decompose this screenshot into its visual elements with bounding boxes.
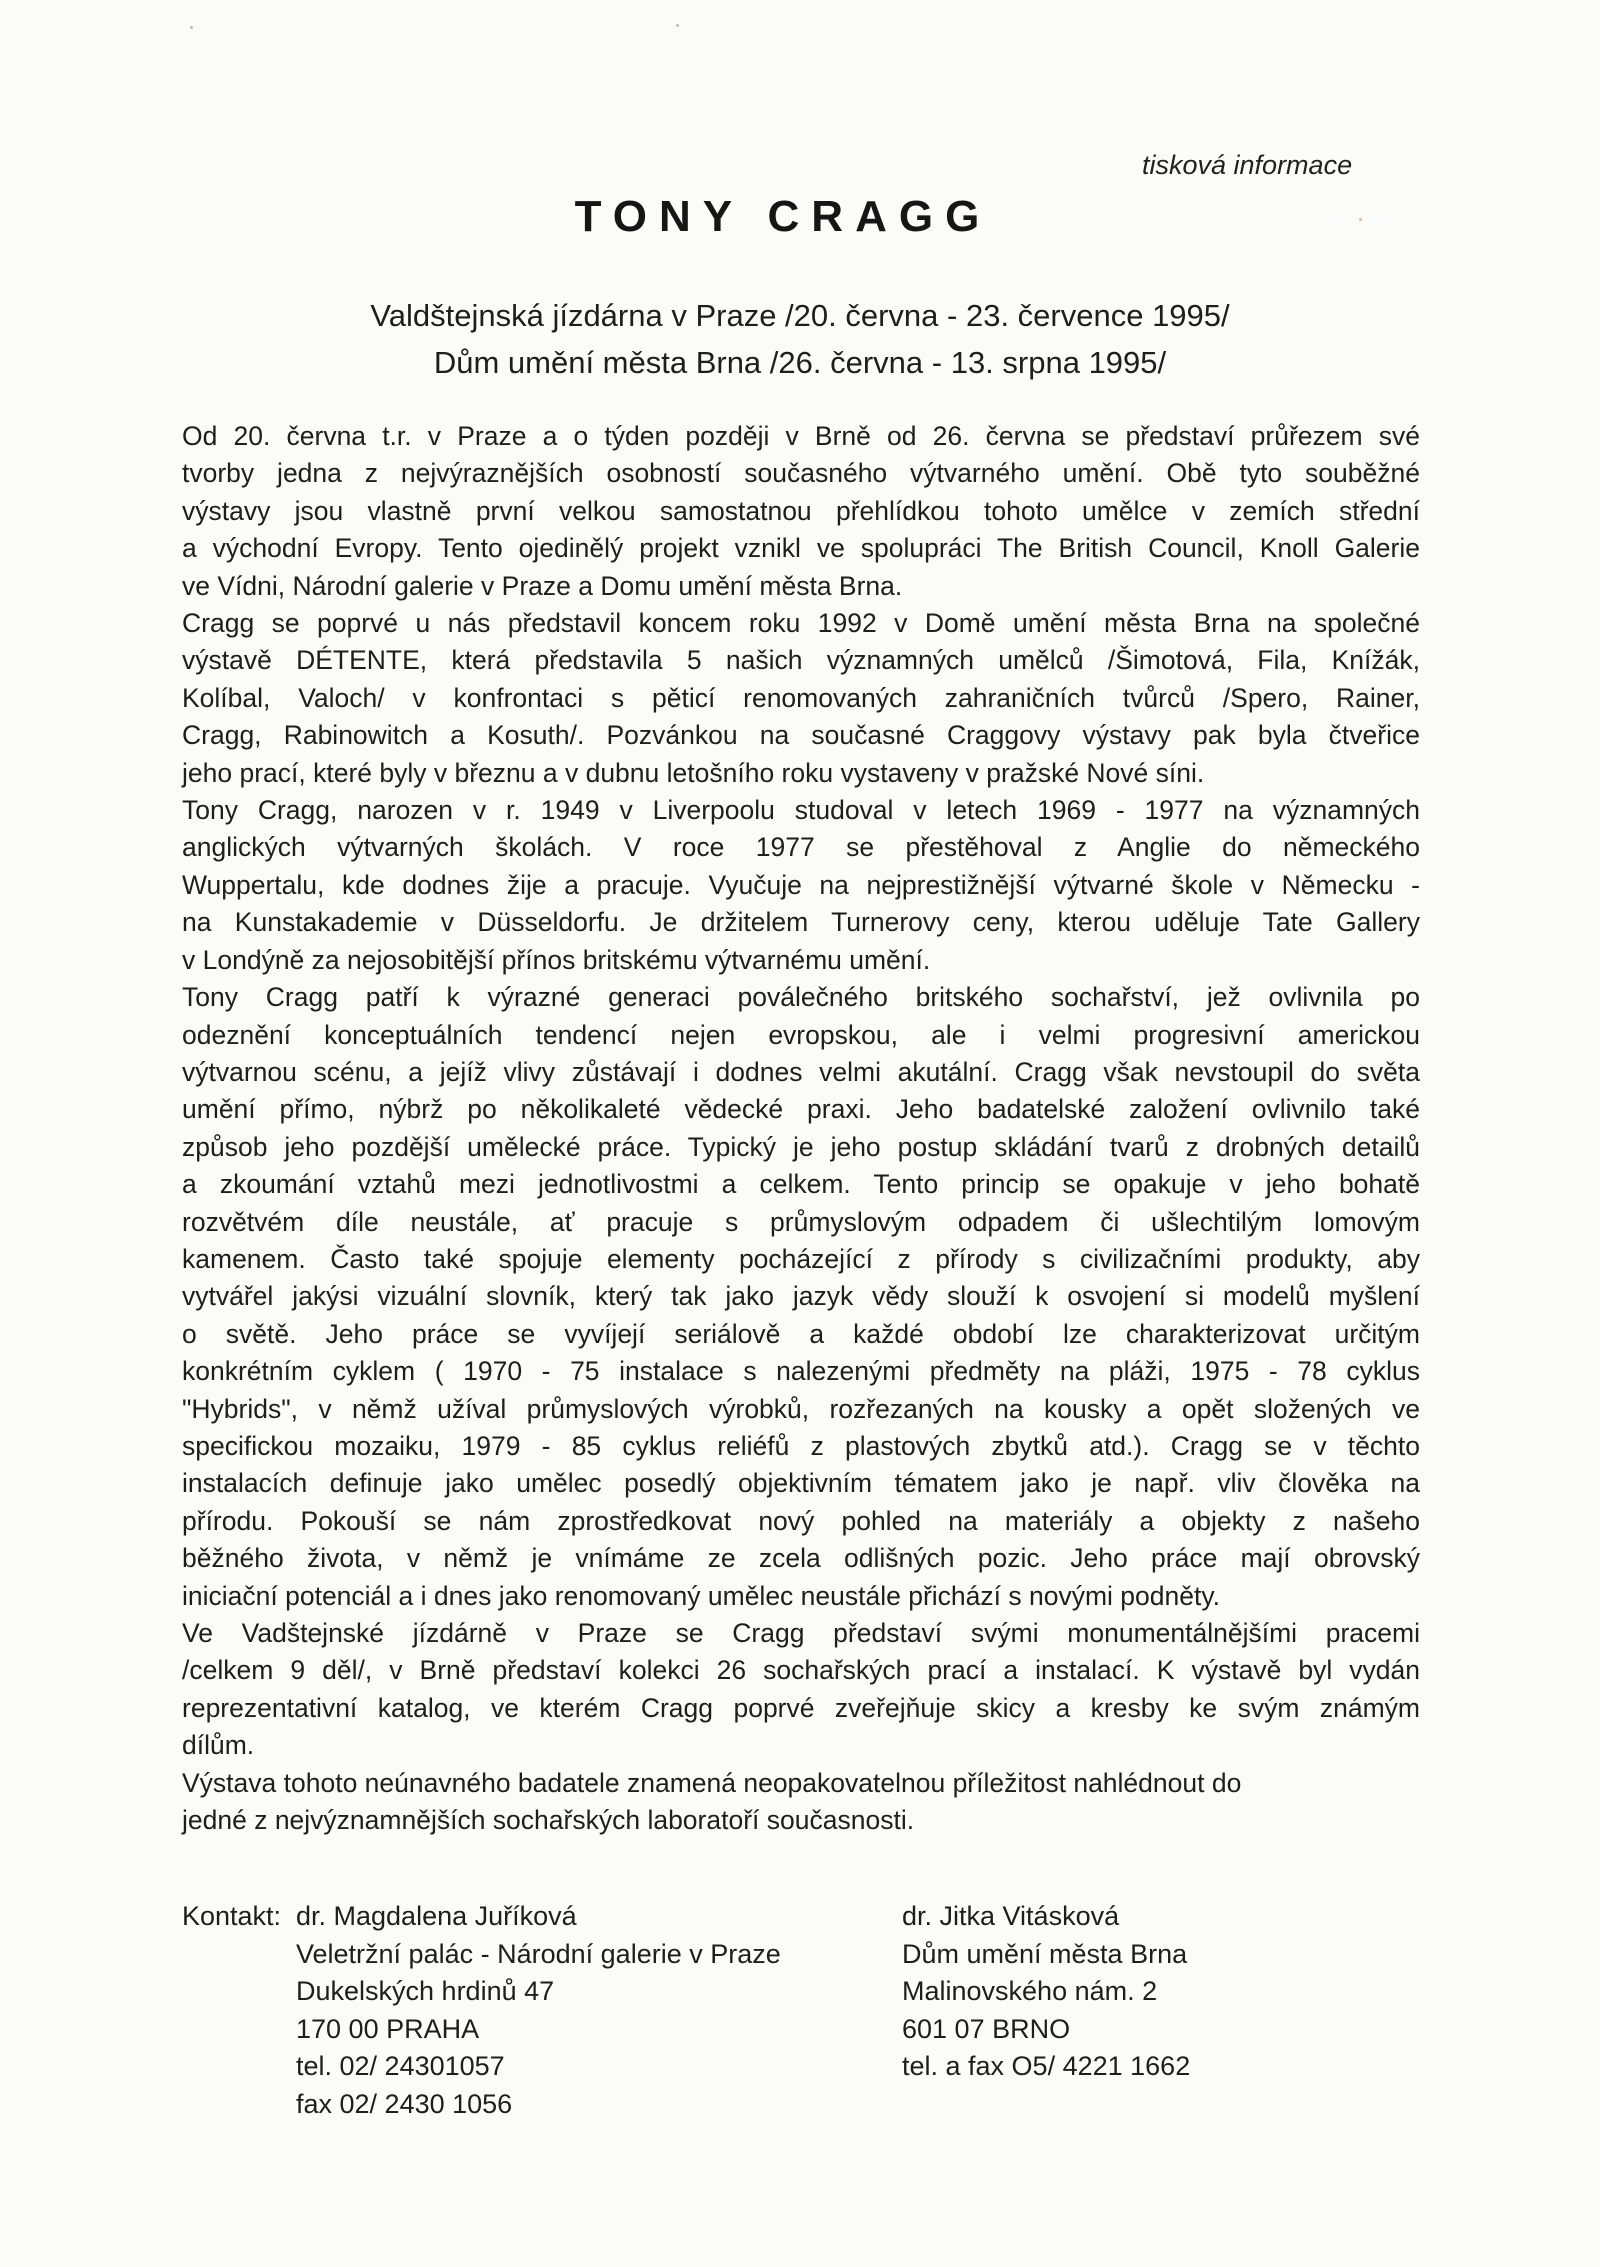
contact-fax: fax 02/ 2430 1056	[296, 2088, 513, 2119]
venue-brno: Dům umění města Brna /26. června - 13. srpna 1995/	[433, 345, 1167, 380]
text-line: na Kunstakademie v Düsseldorfu. Je držitelem Turnerovy ceny, kterou uděluje Tate Gallery	[182, 907, 1420, 938]
text-line: výstavě DÉTENTE, která představila 5 našich významných umělců /Šimotová, Fila, Knížák,	[182, 645, 1420, 676]
paragraph-work	[182, 979, 1420, 1615]
contact-street: Dukelských hrdinů 47	[296, 1976, 555, 2006]
text-line: "Hybrids", v němž užíval průmyslových výrobků, rozřezaných na kousky a opět složených ve	[182, 1393, 1420, 1424]
document-title: TONY CRAGG	[574, 192, 992, 241]
text-line: Výstava tohoto neúnavného badatele znamená neopakovatelnou příležitost nahlédnout do	[182, 1767, 1242, 1798]
contact-city: 601 07 BRNO	[902, 2013, 1071, 2044]
text-line: dílům.	[182, 1730, 255, 1761]
venue-prague: Valdštejnská jízdárna v Praze /20. června - 23. července 1995/	[370, 298, 1230, 333]
text-line: odeznění konceptuálních tendencí nejen evropskou, ale i velmi progresivní americkou	[182, 1019, 1420, 1050]
contact-brno	[902, 1898, 1190, 2086]
text-line: konkrétním cyklem ( 1970 - 75 instalace s nalezenými předměty na pláži, 1975 - 78 cyklus	[182, 1356, 1420, 1387]
text-line: výtvarnou scénu, a jejíž vlivy zůstávají i dodnes velmi akutální. Cragg však nevstoupil do světa	[182, 1056, 1420, 1087]
text-line: specifickou mozaiku, 1979 - 85 cyklus reliéfů z plastových zbytků atd.). Cragg se v těchto	[182, 1430, 1420, 1461]
press-info-label: tisková informace	[1142, 150, 1353, 180]
text-line: Wuppertalu, kde dodnes žije a pracuje. Vyučuje na nejprestižnější výtvarné škole v Německu -	[182, 869, 1420, 900]
text-line: instalacích definuje jako umělec posedlý objektivním tématem jako je např. vliv člověka na	[182, 1468, 1420, 1499]
text-line: přírodu. Pokouší se nám zprostředkovat nový pohled na materiály a objekty z našeho	[182, 1505, 1420, 1536]
paragraph-intro	[182, 418, 1420, 605]
contact-name: dr. Jitka Vitásková	[902, 1901, 1120, 1931]
paragraph-exhibition	[182, 1615, 1420, 1765]
text-line: jeho prací, které byly v březnu a v dubnu letošního roku vystaveny v pražské Nové síni.	[182, 757, 1205, 788]
text-line: rozvětvém díle neustále, ať pracuje s průmyslovým odpadem či ušlechtilým lomovým	[182, 1206, 1420, 1237]
text-line: kamenem. Často také spojuje elementy pocházející z přírody s civilizačními produkty, aby	[182, 1243, 1420, 1274]
venue-dates	[0, 292, 1600, 386]
text-line: ve Vídni, Národní galerie v Praze a Domu umění města Brna.	[182, 570, 903, 601]
text-line: o světě. Jeho práce se vyvíjejí seriálově a každé období lze charakterizovat určitým	[182, 1318, 1420, 1349]
contact-phone: tel. 02/ 24301057	[296, 2051, 505, 2081]
paragraph-detente	[182, 605, 1420, 792]
text-line: /celkem 9 děl/, v Brně představí kolekci 26 sochařských prací a instalací. K výstavě byl vydán	[182, 1655, 1420, 1686]
text-line: v Londýně za nejosobitější přínos britskému výtvarnému umění.	[182, 944, 931, 975]
scan-speck	[676, 24, 679, 27]
paragraph-closing	[182, 1765, 1420, 1840]
text-line: Kolíbal, Valoch/ v konfrontaci s pěticí renomovaných zahraničních tvůrců /Spero, Rainer,	[182, 682, 1420, 713]
text-line: výstavy jsou vlastně první velkou samostatnou přehlídkou tohoto umělce v zemích střední	[182, 495, 1420, 526]
scan-speck	[1359, 218, 1362, 221]
contact-name: dr. Magdalena Juříková	[296, 1901, 577, 1931]
contact-label: Kontakt:	[182, 1901, 282, 1931]
text-line: běžného života, v němž je vnímáme ze zcela odlišných pozic. Jeho práce mají obrovský	[182, 1543, 1420, 1574]
scan-speck	[190, 26, 193, 29]
text-line: Ve Vadštejnské jízdárně v Praze se Cragg představí svými monumentálnějšími pracemi	[182, 1618, 1420, 1648]
text-line: Tony Cragg patří k výrazné generaci poválečného britského sochařství, jež ovlivnila po	[182, 982, 1420, 1013]
text-line: iniciační potenciál a i dnes jako renomovaný umělec neustále přichází s novými podněty.	[182, 1580, 1220, 1611]
text-line: způsob jeho pozdější umělecké práce. Typický je jeho postup skládání tvarů z drobných detailů	[182, 1131, 1420, 1162]
paragraph-biography	[182, 792, 1420, 979]
text-line: a východní Evropy. Tento ojedinělý projekt vznikl ve spolupráci The British Council, Knoll Galerie	[182, 533, 1420, 564]
body-text	[182, 418, 1420, 1839]
text-line: anglických výtvarných školách. V roce 1977 se přestěhoval z Anglie do německého	[182, 832, 1420, 863]
text-line: Od 20. června t.r. v Praze a o týden později v Brně od 26. června se představí průřezem své	[182, 421, 1420, 451]
contact-phone-fax: tel. a fax O5/ 4221 1662	[902, 2051, 1191, 2081]
text-line: a zkoumání vztahů mezi jednotlivostmi a celkem. Tento princip se opakuje v jeho bohatě	[182, 1169, 1420, 1200]
text-line: reprezentativní katalog, ve kterém Cragg poprvé zveřejňuje skicy a kresby ke svým známým	[182, 1692, 1420, 1723]
contact-street: Malinovského nám. 2	[902, 1976, 1158, 2006]
text-line: Tony Cragg, narozen v r. 1949 v Liverpoolu studoval v letech 1969 - 1977 na významných	[182, 795, 1420, 826]
text-line: jedné z nejvýznamnějších sochařských laboratoří současnosti.	[182, 1805, 915, 1836]
text-line: Cragg se poprvé u nás představil koncem roku 1992 v Domě umění města Brna na společné	[182, 608, 1420, 639]
contact-city: 170 00 PRAHA	[296, 2013, 480, 2044]
text-line: vytvářel jakýsi vizuální slovník, který tak jako jazyk vědy slouží k osvojení si modelů myšlení	[182, 1281, 1420, 1312]
contact-institution: Dům umění města Brna	[902, 1938, 1188, 1969]
contact-institution: Veletržní palác - Národní galerie v Praze	[296, 1938, 781, 1969]
text-line: umění přímo, nýbrž po několikaleté vědecké praxi. Jeho badatelské založení ovlivnilo také	[182, 1094, 1420, 1125]
text-line: Cragg, Rabinowitch a Kosuth/. Pozvánkou na současné Craggovy výstavy pak byla čtveřice	[182, 720, 1420, 751]
text-line: tvorby jedna z nejvýraznějších osobností současného výtvarného umění. Obě tyto souběžné	[182, 458, 1420, 489]
